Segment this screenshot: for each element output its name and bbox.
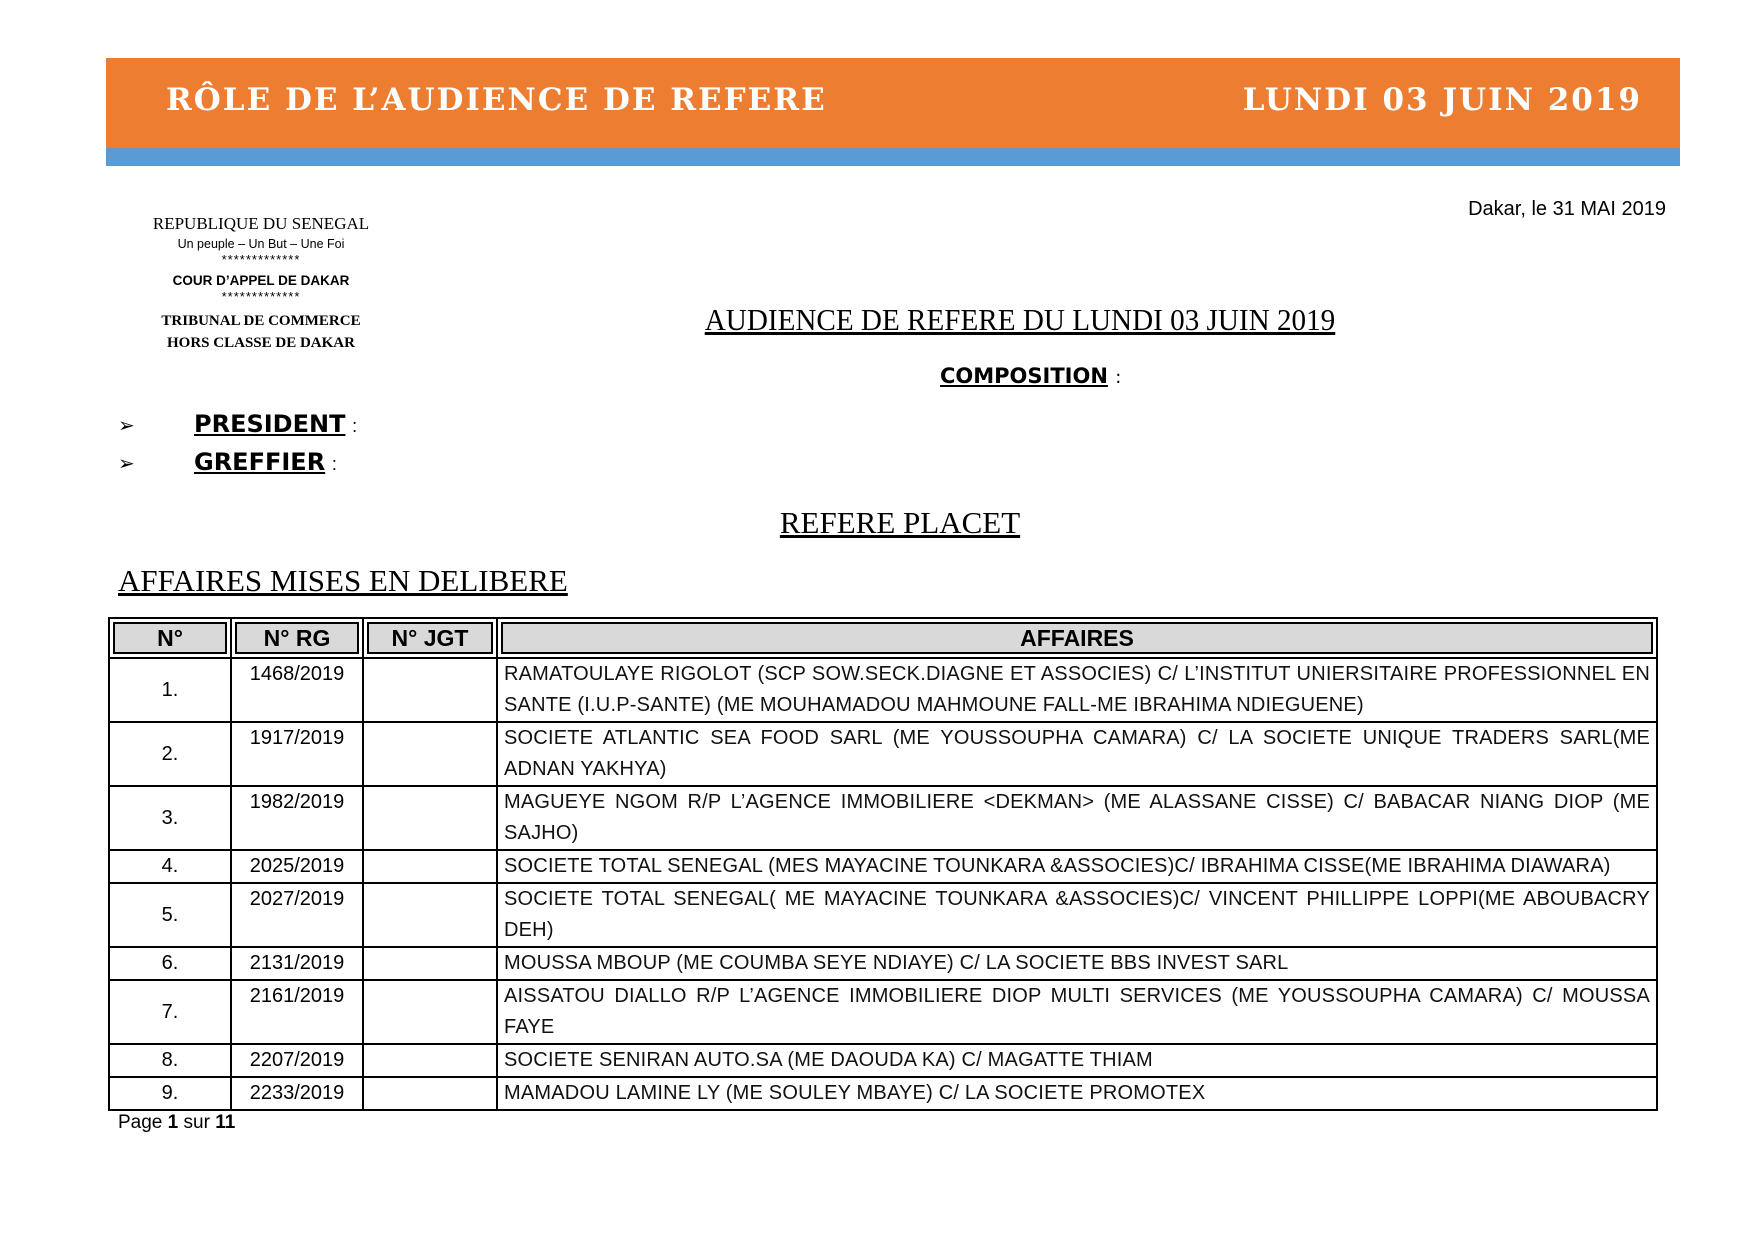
cell-number: 1. [109, 658, 231, 722]
table-row [109, 883, 1657, 947]
letterhead [118, 214, 404, 354]
role-label: GREFFIER [194, 448, 326, 476]
section-title: REFERE PLACET [779, 505, 1021, 540]
table-row [109, 722, 1657, 786]
cell-jgt [363, 1044, 497, 1077]
tribunal-line-1: TRIBUNAL DE COMMERCE [161, 313, 361, 329]
table-row [109, 1077, 1657, 1110]
cell-jgt [363, 947, 497, 980]
cell-rg: 2207/2019 [231, 1044, 363, 1077]
composition-heading [940, 364, 1121, 388]
table-row [109, 980, 1657, 1044]
cell-rg: 1468/2019 [231, 658, 363, 722]
table-header-row [109, 618, 1657, 658]
cell-number: 4. [109, 850, 231, 883]
place-date: Dakar, le 31 MAI 2019 [1468, 198, 1666, 220]
cell-number: 3. [109, 786, 231, 850]
header-stripe [106, 148, 1680, 166]
arrow-bullet-icon: ➢ [118, 453, 135, 475]
cell-number: 6. [109, 947, 231, 980]
arrow-bullet-icon: ➢ [118, 415, 135, 437]
cell-rg: 2027/2019 [231, 883, 363, 947]
role-greffier [118, 448, 337, 477]
cell-number: 5. [109, 883, 231, 947]
cell-jgt [363, 883, 497, 947]
cell-affaire: RAMATOULAYE RIGOLOT (SCP SOW.SECK.DIAGNE ET ASSOCIES) C/ L’INSTITUT UNIERSITAIRE PROFESSIONNEL EN SANTE (I.U.P-SANTE) (ME MOUHAMADOU MAHMOUNE FALL-ME IBRAHIMA NDIEGUENE) [497, 658, 1657, 722]
role-colon: : [352, 416, 358, 436]
cell-jgt [363, 980, 497, 1044]
header-affaires: AFFAIRES [497, 618, 1657, 658]
cell-number: 8. [109, 1044, 231, 1077]
cell-affaire: SOCIETE TOTAL SENEGAL (MES MAYACINE TOUNKARA &ASSOCIES)C/ IBRAHIMA CISSE(ME IBRAHIMA DIAWARA) [497, 850, 1657, 883]
stars-divider: ************* [221, 252, 301, 267]
composition-colon: : [1115, 367, 1122, 388]
cell-jgt [363, 1077, 497, 1110]
cell-number: 7. [109, 980, 231, 1044]
page-current: 1 [167, 1112, 179, 1133]
cell-affaire: SOCIETE SENIRAN AUTO.SA (ME DAOUDA KA) C/ MAGATTE THIAM [497, 1044, 1657, 1077]
tribunal-name [118, 310, 404, 354]
table-row [109, 658, 1657, 722]
cell-number: 2. [109, 722, 231, 786]
role-president [118, 410, 357, 439]
header-n: N° [109, 618, 231, 658]
page-footer [118, 1112, 235, 1134]
page-total: 11 [215, 1112, 236, 1133]
role-colon: : [331, 454, 337, 474]
cell-jgt [363, 658, 497, 722]
cell-rg: 2131/2019 [231, 947, 363, 980]
cell-affaire: MAGUEYE NGOM R/P L’AGENCE IMMOBILIERE <DEKMAN> (ME ALASSANE CISSE) C/ BABACAR NIANG DIOP (ME SAJHO) [497, 786, 1657, 850]
cell-rg: 2025/2019 [231, 850, 363, 883]
table-row [109, 786, 1657, 850]
cell-rg: 2161/2019 [231, 980, 363, 1044]
page-word: Page [118, 1112, 163, 1133]
tribunal-line-2: HORS CLASSE DE DAKAR [167, 335, 355, 351]
cell-jgt [363, 850, 497, 883]
cell-number: 9. [109, 1077, 231, 1110]
subsection-title: AFFAIRES MISES EN DELIBERE [118, 563, 568, 598]
page-sur: sur [183, 1112, 210, 1133]
header-jgt: N° JGT [363, 618, 497, 658]
republic-name: REPUBLIQUE DU SENEGAL [152, 214, 370, 233]
cell-rg: 1917/2019 [231, 722, 363, 786]
cell-affaire: AISSATOU DIALLO R/P L’AGENCE IMMOBILIERE DIOP MULTI SERVICES (ME YOUSSOUPHA CAMARA) C/ MOUSSA FAYE [497, 980, 1657, 1044]
table-row [109, 947, 1657, 980]
page-title: AUDIENCE DE REFERE DU LUNDI 03 JUIN 2019 [704, 302, 1336, 337]
table-row [109, 850, 1657, 883]
cell-jgt [363, 722, 497, 786]
court-name: COUR D’APPEL DE DAKAR [172, 273, 350, 288]
cell-rg: 1982/2019 [231, 786, 363, 850]
cell-affaire: SOCIETE ATLANTIC SEA FOOD SARL (ME YOUSSOUPHA CAMARA) C/ LA SOCIETE UNIQUE TRADERS SARL(ME ADNAN YAKHYA) [497, 722, 1657, 786]
cell-affaire: MOUSSA MBOUP (ME COUMBA SEYE NDIAYE) C/ LA SOCIETE BBS INVEST SARL [497, 947, 1657, 980]
cell-jgt [363, 786, 497, 850]
composition-label: COMPOSITION [940, 364, 1108, 388]
cases-table [108, 617, 1658, 1111]
cell-affaire: SOCIETE TOTAL SENEGAL( ME MAYACINE TOUNKARA &ASSOCIES)C/ VINCENT PHILLIPPE LOPPI(ME ABOUBACRY DEH) [497, 883, 1657, 947]
header-rg: N° RG [231, 618, 363, 658]
role-label: PRESIDENT [194, 410, 346, 438]
table-row [109, 1044, 1657, 1077]
banner-date: LUNDI 03 JUIN 2019 [1242, 82, 1642, 118]
motto: Un peuple – Un But – Une Foi [177, 237, 345, 251]
cell-affaire: MAMADOU LAMINE LY (ME SOULEY MBAYE) C/ LA SOCIETE PROMOTEX [497, 1077, 1657, 1110]
stars-divider-2: ************* [221, 289, 301, 304]
banner-title: RÔLE DE L’AUDIENCE DE REFERE [166, 82, 827, 118]
cell-rg: 2233/2019 [231, 1077, 363, 1110]
